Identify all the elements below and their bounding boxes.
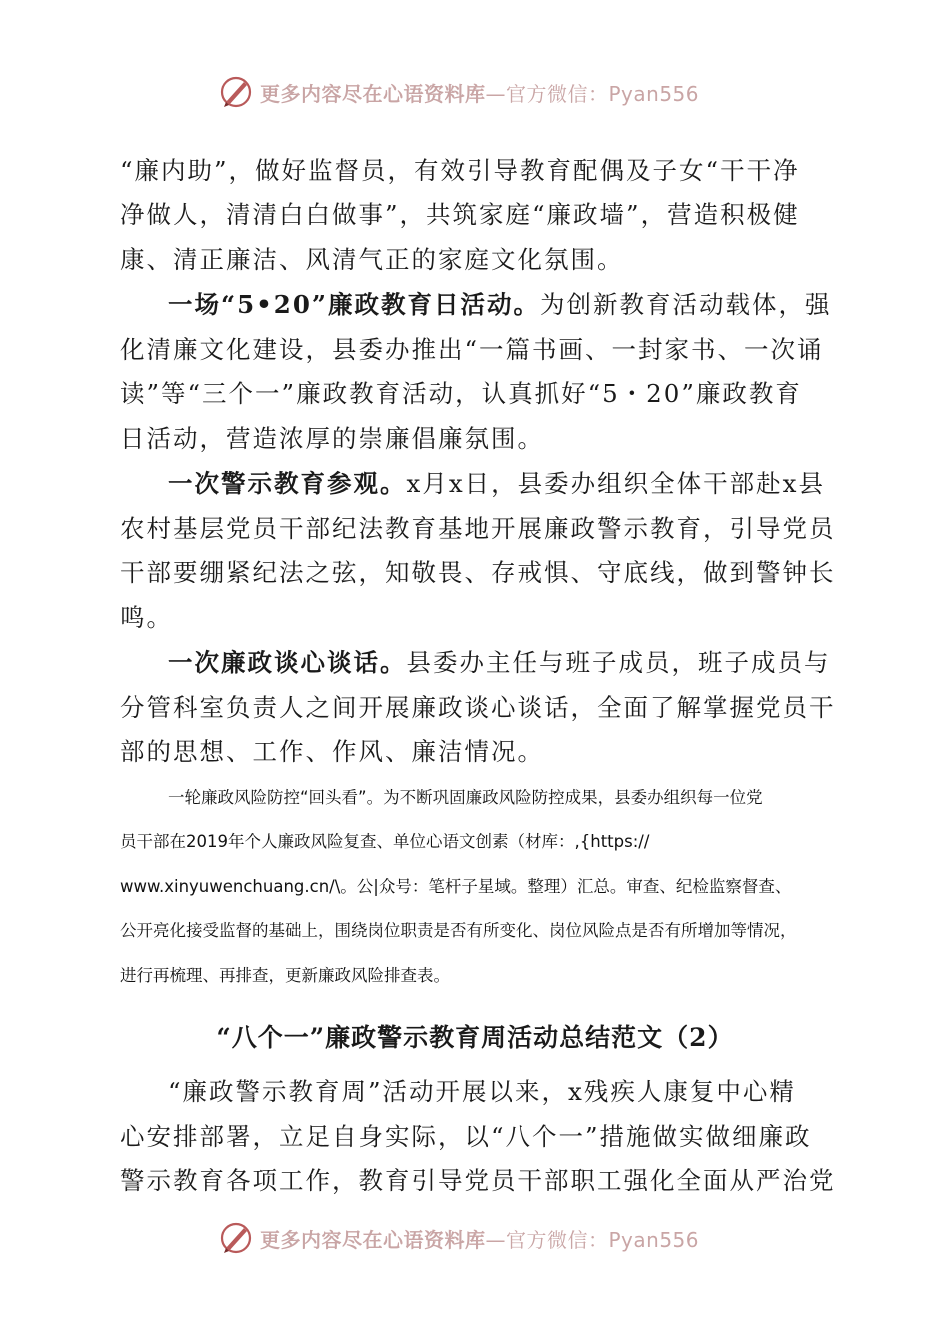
banner-text: 更多内容尽在心语资料库—官方微信：Pyan556: [260, 81, 700, 106]
para3-title: 一次警示教育参观。: [168, 469, 407, 498]
pen-logo-icon: [218, 74, 254, 110]
para3-line4: 鸣。: [120, 603, 173, 632]
para2-line4: 日活动，营造浓厚的崇廉倡廉氛围。: [120, 424, 544, 453]
pen-logo-icon: [218, 1220, 254, 1256]
para6-line3: 警示教育各项工作，教育引导党员干部职工强化全面从严治党: [120, 1166, 836, 1195]
para4-line2: 分管科室负责人之间开展廉政谈心谈话，全面了解掌握党员干: [120, 693, 836, 722]
para5-line2: 员干部在2019年个人廉政风险复查、单位心语文创素（材库：,{https://: [120, 832, 650, 851]
para5-line4: 公开亮化接受监督的基础上，围绕岗位职责是否有所变化、岗位风险点是否有所增加等情况，: [120, 921, 797, 940]
section-heading: “八个一”廉政警示教育周活动总结范文（2）: [216, 1023, 734, 1052]
para5-line3: www.xinyuwenchuang.cn/\。公|众号：笔杆子星域。整理）汇总。审查、纪检监察督查、: [120, 877, 792, 896]
header-banner: [218, 72, 699, 112]
para2-line2: 化清廉文化建设，县委办推出“一篇书画、一封家书、一次诵: [120, 335, 824, 364]
para2-line3: 读”等“三个一”廉政教育活动，认真抓好“5・20”廉政教育: [120, 379, 802, 408]
para6-line1: “廉政警示教育周”活动开展以来，x残疾人康复中心精: [168, 1077, 796, 1106]
para2-line1: 一场“5•20”廉政教育日活动。为创新教育活动载体，强: [168, 290, 832, 319]
para3-line3: 干部要绷紧纪法之弦，知敬畏、存戒惧、守底线，做到警钟长: [120, 558, 836, 587]
para1-line3: 康、清正廉洁、风清气正的家庭文化氛围。: [120, 245, 624, 274]
para3-line1: 一次警示教育参观。x月x日，县委办组织全体干部赴x县: [168, 469, 825, 498]
para4-line1: 一次廉政谈心谈话。县委办主任与班子成员，班子成员与: [168, 648, 831, 677]
para4-title: 一次廉政谈心谈话。: [168, 648, 407, 677]
para3-line2: 农村基层党员干部纪法教育基地开展廉政警示教育，引导党员: [120, 514, 836, 543]
para1-line1: “廉内助”，做好监督员，有效引导教育配偶及子女“干干净: [120, 156, 800, 185]
banner-text: 更多内容尽在心语资料库—官方微信：Pyan556: [260, 1227, 700, 1252]
para1-line2: 净做人，清清白白做事”，共筑家庭“廉政墙”，营造积极健: [120, 200, 800, 229]
para4-line3: 部的思想、工作、作风、廉洁情况。: [120, 737, 544, 766]
para2-title: 一场“5•20”廉政教育日活动。: [168, 290, 540, 319]
para5-line5: 进行再梳理、再排查，更新廉政风险排查表。: [120, 966, 450, 985]
para5-line1: 一轮廉政风险防控“回头看”。为不断巩固廉政风险防控成果，县委办组织每一位党: [168, 788, 763, 807]
para6-line2: 心安排部署，立足自身实际，以“八个一”措施做实做细廉政: [120, 1122, 812, 1151]
footer-banner: [218, 1218, 699, 1258]
